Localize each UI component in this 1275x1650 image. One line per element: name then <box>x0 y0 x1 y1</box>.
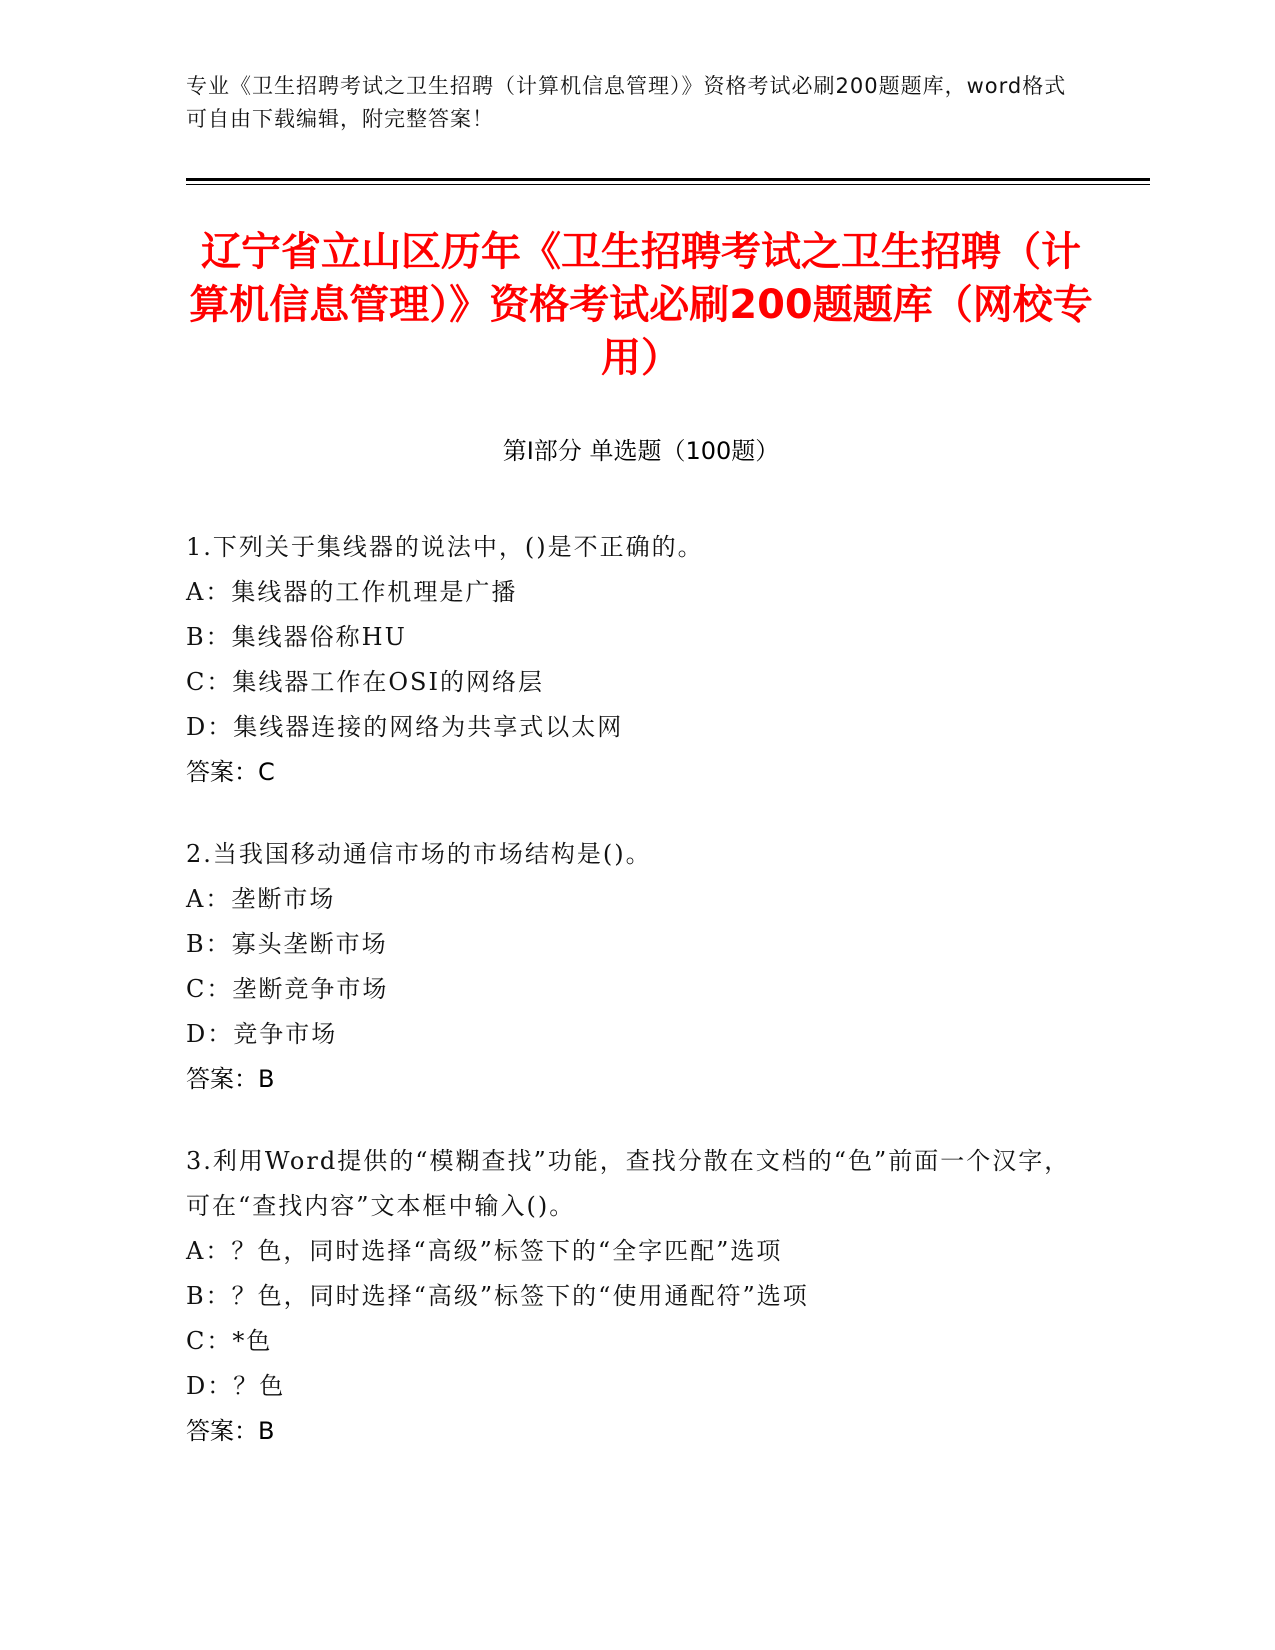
option-d: D：？色 <box>186 1372 286 1400</box>
option-d: D：集线器连接的网络为共享式以太网 <box>186 713 624 741</box>
answer-label: 答案：B <box>186 1417 275 1445</box>
option-c: C：垄断竞争市场 <box>186 975 389 1003</box>
section-title: 第Ⅰ部分 单选题（100题） <box>502 437 780 465</box>
question-list <box>186 525 1086 1491</box>
option-a: A：？色，同时选择“高级”标签下的“全字匹配”选项 <box>186 1237 783 1265</box>
option-c: C：集线器工作在OSI的网络层 <box>186 668 544 696</box>
question-text: 1.下列关于集线器的说法中，()是不正确的。 <box>186 533 704 561</box>
question-text: 2.当我国移动通信市场的市场结构是()。 <box>186 840 652 868</box>
question-item <box>186 832 1086 1102</box>
header-divider-thick <box>186 178 1150 181</box>
answer-label: 答案：B <box>186 1065 275 1093</box>
question-item <box>186 525 1086 795</box>
option-c: C：*色 <box>186 1327 273 1355</box>
header-note: 专业《卫生招聘考试之卫生招聘（计算机信息管理）》资格考试必刷200题题库，word格式可自由下载编辑，附完整答案！ <box>186 74 1067 131</box>
option-b: B：寡头垄断市场 <box>186 930 388 958</box>
option-a: A：集线器的工作机理是广播 <box>186 578 518 606</box>
option-b: B：？色，同时选择“高级”标签下的“使用通配符”选项 <box>186 1282 809 1310</box>
option-b: B：集线器俗称HU <box>186 623 407 651</box>
header-divider-thin <box>186 184 1150 185</box>
document-title: 辽宁省立山区历年《卫生招聘考试之卫生招聘（计算机信息管理）》资格考试必刷200题题库（网校专用） <box>189 229 1093 381</box>
option-a: A：垄断市场 <box>186 885 336 913</box>
option-d: D：竞争市场 <box>186 1020 338 1048</box>
question-item <box>186 1139 1086 1454</box>
answer-label: 答案：C <box>186 758 275 786</box>
question-text: 3.利用Word提供的“模糊查找”功能，查找分散在文档的“色”前面一个汉字，可在“查找内容”文本框中输入()。 <box>186 1147 1071 1220</box>
